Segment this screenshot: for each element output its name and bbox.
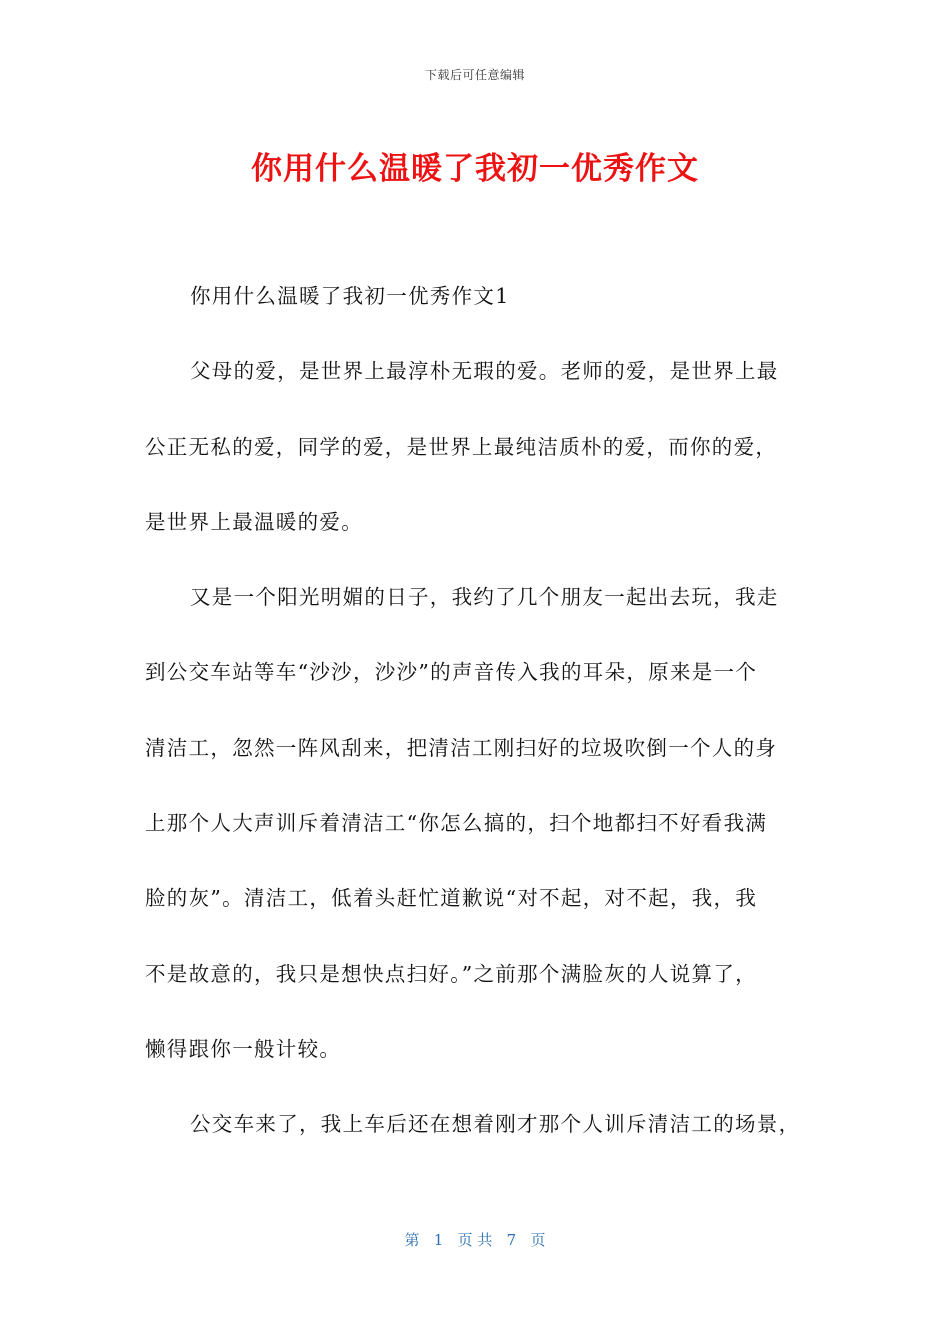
paragraph-line: 懒得跟你一般计较。 <box>145 1036 342 1061</box>
paragraph-line: 上那个人大声训斥着清洁工“你怎么搞的，扫个地都扫不好看我满 <box>145 811 768 836</box>
paragraph-line: 清洁工，忽然一阵风刮来，把清洁工刚扫好的垃圾吹倒一个人的身 <box>145 735 778 760</box>
header-note: 下载后可任意编辑 <box>424 68 525 82</box>
paragraph-line: 是世界上最温暖的爱。 <box>145 509 363 534</box>
page-number-footer: 第 1 页 共 7 页 <box>404 1231 546 1249</box>
paragraph-heading: 你用什么温暖了我初一优秀作文1 <box>190 284 510 308</box>
paragraph-line: 父母的爱，是世界上最淳朴无瑕的爱。老师的爱，是世界上最 <box>190 359 779 384</box>
paragraph-line: 又是一个阳光明媚的日子，我约了几个朋友一起出去玩，我走 <box>190 585 779 610</box>
paragraph-line: 到公交车站等车“沙沙，沙沙”的声音传入我的耳朵，原来是一个 <box>145 660 758 685</box>
paragraph-line: 公正无私的爱，同学的爱，是世界上最纯洁质朴的爱，而你的爱， <box>145 434 778 459</box>
paragraph-line: 脸的灰”。清洁工，低着头赶忙道歉说“对不起，对不起，我，我 <box>145 886 758 911</box>
paragraph-line: 不是故意的，我只是想快点扫好。”之前那个满脸灰的人说算了， <box>145 961 757 986</box>
document-title: 你用什么温暖了我初一优秀作文 <box>251 151 699 187</box>
document-body <box>145 276 805 1180</box>
paragraph-line: 公交车来了，我上车后还在想着刚才那个人训斥清洁工的场景， <box>190 1112 801 1137</box>
